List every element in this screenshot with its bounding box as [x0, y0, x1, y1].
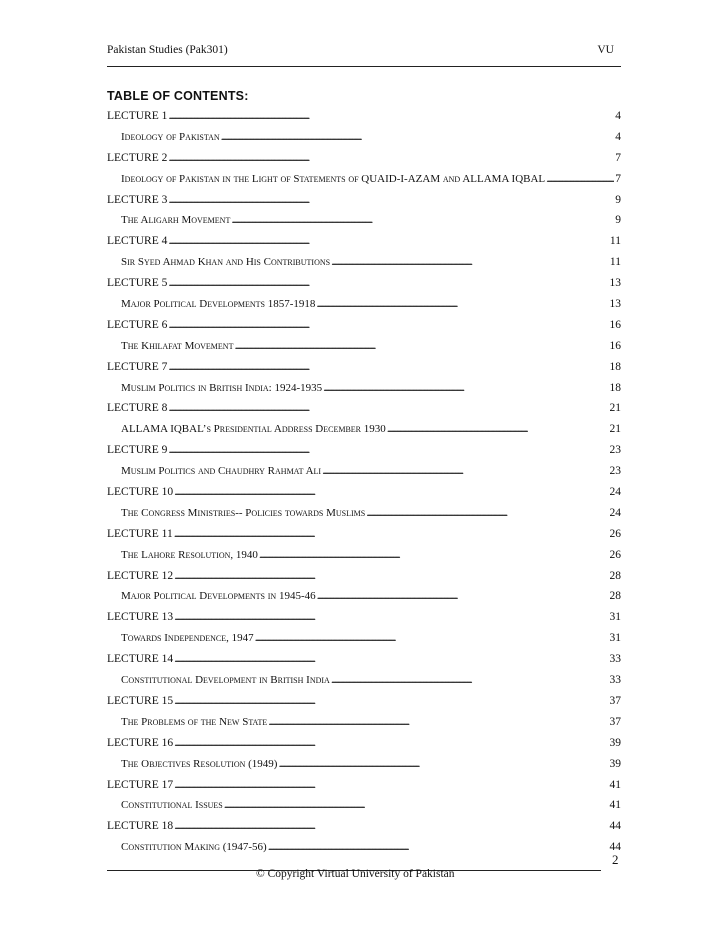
toc-subentry[interactable]	[107, 295, 621, 316]
dot-leader	[366, 507, 608, 519]
toc-page-number: 11	[609, 235, 621, 248]
dot-leader	[331, 256, 609, 268]
toc-page-number: 39	[609, 736, 621, 749]
toc-page-number: 24	[609, 486, 621, 499]
toc-entry-label: LECTURE 10	[107, 486, 174, 499]
dot-leader	[259, 549, 609, 561]
toc-page-number: 26	[609, 527, 621, 540]
toc-subentry[interactable]	[107, 379, 621, 400]
copyright-notice: © Copyright Virtual University of Pakistan	[256, 868, 455, 880]
toc-page-number: 9	[615, 193, 621, 206]
dot-leader	[387, 423, 609, 435]
toc-page-number: 13	[609, 298, 621, 311]
toc-page-number: 44	[609, 820, 621, 833]
toc-entry-label: LECTURE 4	[107, 235, 168, 248]
toc-page-number: 23	[609, 444, 621, 457]
page-number: 2	[612, 852, 619, 867]
toc-page-number: 41	[609, 778, 621, 791]
toc-lecture-entry[interactable]	[107, 149, 621, 170]
dot-leader	[168, 152, 614, 164]
toc-page-number: 4	[615, 110, 621, 122]
toc-heading: TABLE OF CONTENTS:	[107, 89, 249, 103]
dot-leader	[168, 444, 608, 456]
toc-entry-label: LECTURE 13	[107, 611, 174, 624]
toc-entry-label: Sir Syed Ahmad Khan and His Contributions	[121, 256, 331, 269]
toc-entry-label: LECTURE 5	[107, 277, 168, 290]
dot-leader	[268, 841, 609, 853]
toc-subentry[interactable]	[107, 629, 621, 650]
toc-subentry[interactable]	[107, 504, 621, 525]
dot-leader	[323, 382, 608, 394]
toc-entry-label: LECTURE 11	[107, 527, 173, 540]
dot-leader	[168, 319, 608, 331]
toc-lecture-entry[interactable]	[107, 650, 621, 671]
dot-leader	[174, 486, 608, 498]
toc-page-number: 21	[609, 423, 621, 436]
table-of-contents	[107, 107, 621, 859]
toc-entry-label: LECTURE 9	[107, 444, 168, 457]
dot-leader	[168, 110, 614, 122]
toc-entry-label: LECTURE 16	[107, 736, 174, 749]
toc-page-number: 4	[615, 130, 621, 143]
toc-entry-label: Constitutional Issues	[121, 799, 223, 812]
dot-leader	[168, 361, 608, 373]
toc-page-number: 13	[609, 277, 621, 290]
toc-lecture-entry[interactable]	[107, 191, 621, 212]
toc-entry-label: Ideology of Pakistan in the Light of Statements of QUAID-I-AZAM and ALLAMA IQBAL	[121, 172, 546, 185]
toc-entry-label: LECTURE 17	[107, 778, 174, 791]
toc-subentry[interactable]	[107, 796, 621, 817]
dot-leader	[331, 674, 609, 686]
toc-lecture-entry[interactable]	[107, 817, 621, 838]
dot-leader	[546, 173, 614, 185]
toc-page-number: 16	[609, 318, 621, 331]
dot-leader	[317, 590, 609, 602]
page-header	[107, 40, 621, 67]
toc-page-number: 26	[609, 548, 621, 561]
toc-lecture-entry[interactable]	[107, 274, 621, 295]
toc-lecture-entry[interactable]	[107, 399, 621, 420]
toc-lecture-entry[interactable]	[107, 608, 621, 629]
toc-subentry[interactable]	[107, 170, 621, 191]
toc-entry-label: Towards Independence, 1947	[121, 632, 254, 645]
toc-subentry[interactable]	[107, 253, 621, 274]
dot-leader	[174, 528, 609, 540]
toc-entry-label: LECTURE 6	[107, 318, 168, 331]
dot-leader	[174, 695, 608, 707]
toc-entry-label: Major Political Developments in 1945-46	[121, 590, 316, 603]
toc-subentry[interactable]	[107, 128, 621, 149]
toc-page-number: 16	[609, 339, 621, 352]
toc-lecture-entry[interactable]	[107, 567, 621, 588]
toc-page-number: 37	[609, 715, 621, 728]
dot-leader	[268, 716, 608, 728]
toc-page-number: 31	[609, 611, 621, 624]
dot-leader	[278, 758, 608, 770]
toc-subentry[interactable]	[107, 587, 621, 608]
toc-page-number: 7	[615, 172, 621, 185]
toc-entry-label: LECTURE 2	[107, 151, 168, 164]
toc-entry-label: LECTURE 18	[107, 820, 174, 833]
dot-leader	[255, 632, 609, 644]
toc-page-number: 31	[609, 632, 621, 645]
toc-subentry[interactable]	[107, 211, 621, 232]
toc-lecture-entry[interactable]	[107, 483, 621, 504]
toc-page-number: 18	[609, 360, 621, 373]
dot-leader	[168, 277, 608, 289]
toc-entry-label: LECTURE 15	[107, 694, 174, 707]
dot-leader	[174, 820, 608, 832]
toc-lecture-entry[interactable]	[107, 692, 621, 713]
toc-entry-label: LECTURE 8	[107, 402, 168, 415]
dot-leader	[174, 779, 608, 791]
toc-lecture-entry[interactable]	[107, 232, 621, 253]
course-title: Pakistan Studies (Pak301)	[107, 44, 228, 56]
toc-page-number: 33	[609, 674, 621, 687]
toc-entry-label: The Aligarh Movement	[121, 214, 231, 227]
toc-page-number: 28	[609, 569, 621, 582]
org-label: VU	[597, 44, 614, 56]
toc-entry-label: ALLAMA IQBAL’s Presidential Address December 1930	[121, 423, 386, 436]
toc-entry-label: Muslim Politics in British India: 1924-1935	[121, 381, 323, 394]
toc-lecture-entry[interactable]	[107, 734, 621, 755]
toc-page-number: 37	[609, 694, 621, 707]
toc-entry-label: LECTURE 1	[107, 110, 168, 122]
toc-entry-label: The Problems of the New State	[121, 715, 268, 728]
toc-entry-label: Constitution Making (1947-56)	[121, 841, 267, 854]
toc-page-number: 18	[609, 381, 621, 394]
toc-entry-label: LECTURE 12	[107, 569, 174, 582]
dot-leader	[168, 402, 608, 414]
toc-subentry[interactable]	[107, 755, 621, 776]
toc-entry-label: Muslim Politics and Chaudhry Rahmat Ali	[121, 465, 322, 478]
dot-leader	[234, 340, 608, 352]
toc-entry-label: The Lahore Resolution, 1940	[121, 548, 258, 561]
dot-leader	[174, 653, 608, 665]
toc-page-number: 39	[609, 757, 621, 770]
dot-leader	[221, 131, 615, 143]
dot-leader	[174, 737, 608, 749]
toc-page-number: 33	[609, 653, 621, 666]
toc-page-number: 44	[609, 841, 621, 854]
dot-leader	[168, 194, 614, 206]
toc-entry-label: Constitutional Development in British India	[121, 674, 330, 687]
toc-entry-label: The Khilafat Movement	[121, 339, 234, 352]
toc-lecture-entry[interactable]	[107, 525, 621, 546]
toc-entry-label: The Objectives Resolution (1949)	[121, 757, 278, 770]
toc-page-number: 41	[609, 799, 621, 812]
toc-page-number: 23	[609, 465, 621, 478]
dot-leader	[322, 465, 608, 477]
toc-lecture-entry[interactable]	[107, 316, 621, 337]
toc-entry-label: LECTURE 3	[107, 193, 168, 206]
toc-subentry[interactable]	[107, 546, 621, 567]
toc-entry-label: Ideology of Pakistan	[121, 130, 220, 143]
toc-subentry[interactable]	[107, 838, 621, 859]
toc-page-number: 9	[615, 214, 621, 227]
dot-leader	[231, 214, 614, 226]
toc-lecture-entry[interactable]	[107, 358, 621, 379]
toc-page-number: 21	[609, 402, 621, 415]
toc-entry-label: LECTURE 7	[107, 360, 168, 373]
dot-leader	[316, 298, 608, 310]
toc-lecture-entry[interactable]	[107, 107, 621, 128]
toc-page-number: 28	[609, 590, 621, 603]
toc-entry-label: Major Political Developments 1857-1918	[121, 298, 316, 311]
toc-entry-label: LECTURE 14	[107, 653, 174, 666]
toc-subentry[interactable]	[107, 713, 621, 734]
toc-lecture-entry[interactable]	[107, 441, 621, 462]
toc-subentry[interactable]	[107, 337, 621, 358]
dot-leader	[224, 799, 609, 811]
toc-lecture-entry[interactable]	[107, 776, 621, 797]
dot-leader	[174, 570, 608, 582]
toc-page-number: 24	[609, 506, 621, 519]
toc-subentry[interactable]	[107, 671, 621, 692]
toc-page-number: 11	[609, 256, 621, 269]
toc-entry-label: The Congress Ministries-- Policies towards Muslims	[121, 506, 366, 519]
dot-leader	[168, 235, 609, 247]
dot-leader	[174, 611, 608, 623]
toc-page-number: 7	[615, 151, 621, 164]
toc-subentry[interactable]	[107, 462, 621, 483]
toc-subentry[interactable]	[107, 420, 621, 441]
